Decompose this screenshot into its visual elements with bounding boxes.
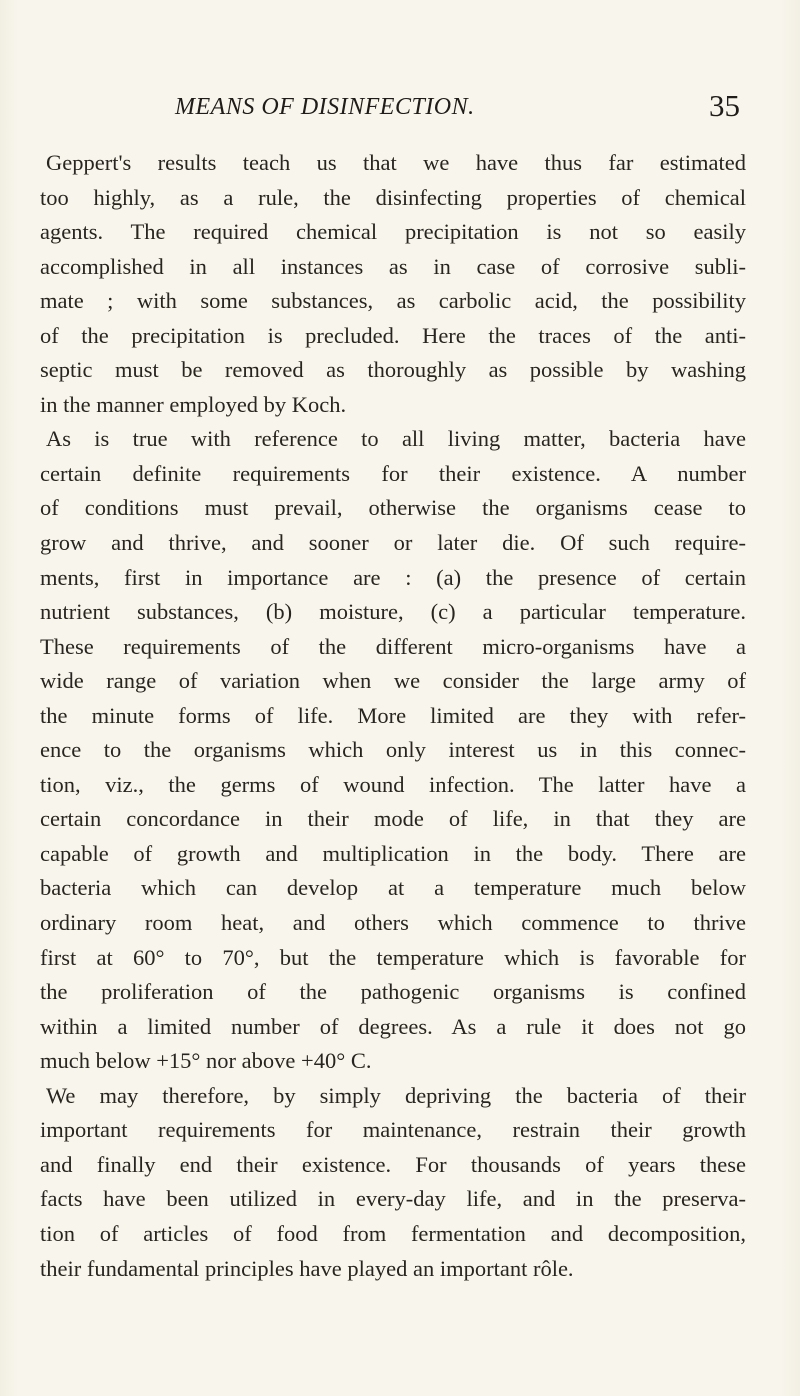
text-line: too highly, as a rule, the disinfecting properties of chemical (40, 184, 746, 210)
text-line: of the precipitation is precluded. Here the traces of the anti- (40, 322, 746, 348)
text-line: tion of articles of food from fermentation and decomposition, (40, 1220, 746, 1246)
text-line: tion, viz., the germs of wound infection. The latter have a (40, 771, 746, 797)
text-line: mate ; with some substances, as carbolic acid, the possibility (40, 288, 746, 314)
text-line: certain concordance in their mode of life, in that they are (40, 806, 746, 832)
text-line: and finally end their existence. For thousands of years these (40, 1151, 746, 1177)
text-line: ordinary room heat, and others which commence to thrive (40, 910, 746, 936)
text-line: certain definite requirements for their existence. A number (40, 460, 746, 486)
text-line: These requirements of the different micro-organisms have a (40, 633, 746, 659)
text-line: Geppert's results teach us that we have thus far estimated (46, 150, 746, 175)
text-line: accomplished in all instances as in case of corrosive subli- (40, 253, 746, 279)
text-line: nutrient substances, (b) moisture, (c) a particular temperature. (40, 599, 746, 625)
text-line: capable of growth and multiplication in the body. There are (40, 840, 746, 866)
text-line: bacteria which can develop at a temperature much below (40, 875, 746, 901)
text-line: ments, first in importance are : (a) the presence of certain (40, 564, 746, 590)
text-line: within a limited number of degrees. As a rule it does not go (40, 1013, 746, 1039)
text-line: the minute forms of life. More limited are they with refer- (40, 702, 746, 728)
text-line: the proliferation of the pathogenic organisms is confined (40, 979, 746, 1005)
running-head (40, 88, 740, 132)
page-number: 35 (709, 88, 740, 123)
text-line: We may therefore, by simply depriving the bacteria of their (46, 1082, 746, 1108)
text-line: first at 60° to 70°, but the temperature which is favorable for (40, 944, 746, 970)
text-line: important requirements for maintenance, restrain their growth (40, 1117, 746, 1143)
text-line: agents. The required chemical precipitation is not so easily (40, 219, 746, 245)
text-line: wide range of variation when we consider the large army of (40, 668, 746, 694)
running-head-title: MEANS OF DISINFECTION. (175, 94, 475, 120)
text-line: facts have been utilized in every-day life, and in the preserva- (40, 1186, 746, 1212)
text-line: much below +15° nor above +40° C. (40, 1048, 372, 1074)
text-line: of conditions must prevail, otherwise the organisms cease to (40, 495, 746, 521)
text-line: ence to the organisms which only interest us in this connec- (40, 737, 746, 763)
text-line: As is true with reference to all living matter, bacteria have (46, 426, 746, 452)
text-line: their fundamental principles have played an important rôle. (40, 1255, 574, 1281)
text-line: septic must be removed as thoroughly as possible by washing (40, 357, 746, 383)
text-line: grow and thrive, and sooner or later die. Of such require- (40, 530, 746, 556)
text-line: in the manner employed by Koch. (40, 391, 347, 417)
body-text (40, 146, 746, 1286)
